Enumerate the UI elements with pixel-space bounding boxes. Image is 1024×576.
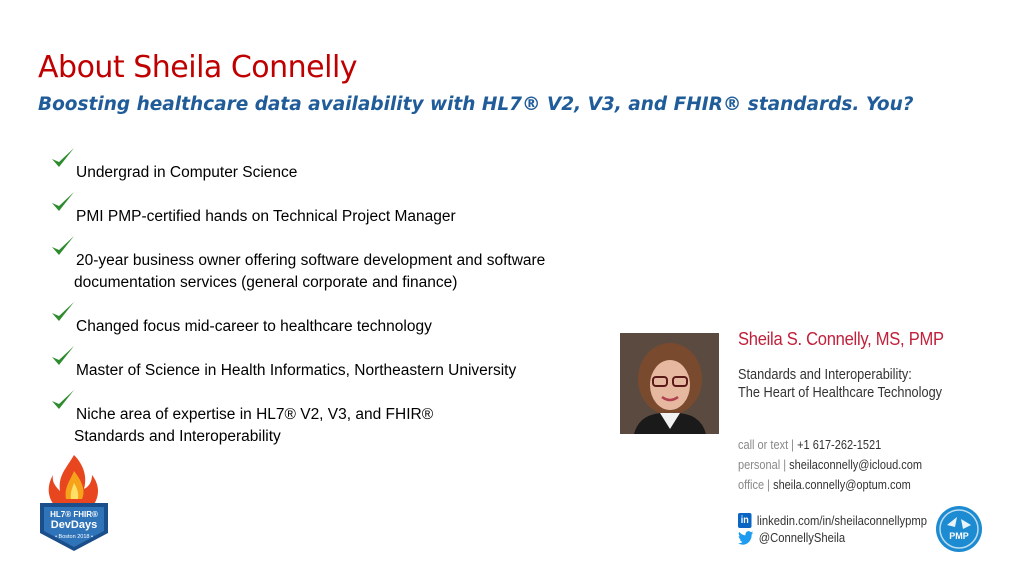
devdays-logo: [36, 453, 112, 553]
contact-personal-email: [738, 458, 922, 472]
bullet-text: [76, 250, 545, 294]
bullet-text: [76, 404, 433, 448]
bullet-line: documentation services (general corporate and finance): [74, 274, 458, 291]
contact-label: personal |: [738, 458, 790, 472]
linkedin-link[interactable]: linkedin.com/in/sheilaconnellypmp: [756, 513, 927, 528]
twitter-handle[interactable]: @ConnellySheila: [758, 531, 846, 545]
card-name: Sheila S. Connelly, MS, PMP: [738, 329, 944, 349]
contact-phone: [738, 438, 881, 452]
checkmark-icon: [50, 344, 76, 370]
bullet-item: [50, 234, 650, 300]
page-subtitle: Boosting healthcare data availability with HL7® V2, V3, and FHIR® standards. You?: [38, 94, 914, 115]
personal-email-link[interactable]: sheilaconnelly@icloud.com: [789, 458, 923, 472]
pmp-badge-text: PMP: [949, 531, 969, 541]
bullet-item: [50, 388, 650, 454]
devdays-line1: HL7® FHIR®: [50, 510, 98, 519]
pmp-badge-icon: [935, 505, 983, 553]
linkedin-row[interactable]: [738, 513, 927, 528]
office-email-link[interactable]: sheila.connelly@optum.com: [773, 478, 911, 492]
bullet-item: [50, 300, 650, 344]
bullet-text: PMI PMP-certified hands on Technical Project Manager: [76, 208, 456, 225]
linkedin-icon: in: [738, 513, 752, 528]
phone-number[interactable]: +1 617-262-1521: [797, 438, 882, 452]
contact-label: call or text |: [738, 438, 798, 452]
card-tagline-line: Standards and Interoperability:: [738, 367, 912, 383]
bullet-text: Changed focus mid-career to healthcare technology: [76, 318, 432, 335]
bullet-text: Master of Science in Health Informatics, Northeastern University: [76, 362, 517, 379]
bullet-text: Undergrad in Computer Science: [76, 164, 298, 181]
checkmark-icon: [50, 190, 76, 216]
bullet-line: Niche area of expertise in HL7® V2, V3, and FHIR®: [76, 406, 434, 423]
devdays-line2: DevDays: [50, 519, 98, 531]
page-title: About Sheila Connelly: [38, 50, 358, 85]
bullet-line: Standards and Interoperability: [74, 428, 281, 445]
bullet-item: [50, 146, 650, 190]
checkmark-icon: [50, 388, 76, 414]
checkmark-icon: [50, 146, 76, 172]
bullet-list: [50, 146, 650, 454]
checkmark-icon: [50, 300, 76, 326]
twitter-icon: [738, 531, 753, 545]
card-tagline: [738, 366, 942, 402]
bullet-item: [50, 344, 650, 388]
contact-label: office |: [738, 478, 774, 492]
contact-office-email: [738, 478, 911, 492]
bullet-item: [50, 190, 650, 234]
card-tagline-line: The Heart of Healthcare Technology: [738, 385, 943, 401]
bullet-line: 20-year business owner offering software development and software: [76, 252, 546, 269]
twitter-row[interactable]: [738, 531, 845, 545]
checkmark-icon: [50, 234, 76, 260]
devdays-line3: • Boston 2018 •: [55, 534, 93, 540]
profile-photo: [620, 333, 719, 434]
